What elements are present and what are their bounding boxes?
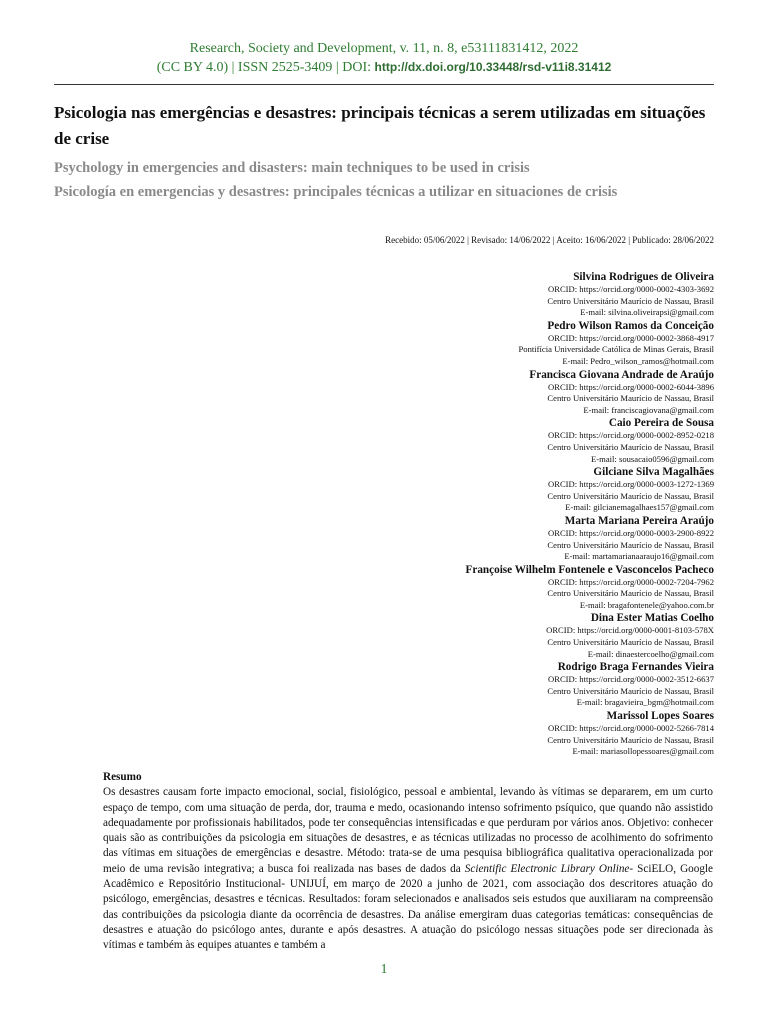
author-name: Dina Ester Matias Coelho [590, 612, 714, 625]
author-email[interactable]: E-mail: Pedro_wilson_ramos@hotmail.com [562, 355, 714, 366]
author-name: Françoise Wilhelm Fontenele e Vasconcelos Pacheco [465, 563, 714, 576]
submission-dates: Recebido: 05/06/2022 | Revisado: 14/06/2022 | Aceito: 16/06/2022 | Publicado: 28/06/2022 [385, 235, 714, 245]
abstract-italic-term: Scientific Electronic Library Online- [464, 862, 634, 875]
author-block [194, 319, 714, 368]
author-email[interactable]: E-mail: mariasollopessoares@gmail.com [572, 746, 714, 757]
author-name: Marissol Lopes Soares [606, 710, 714, 723]
author-name: Gilciane Silva Magalhães [593, 466, 714, 479]
journal-citation: Research, Society and Development, v. 11, n. 8, e53111831412, 2022 [189, 41, 579, 56]
journal-header [0, 40, 768, 77]
title-portuguese: Psicologia nas emergências e desastres: principais técnicas a serem utilizadas em situações de crise [54, 103, 706, 148]
abstract-body [103, 785, 713, 953]
author-name: Marta Mariana Pereira Araújo [564, 514, 714, 527]
author-block [194, 416, 714, 465]
abstract-text-part1: Os desastres causam forte impacto emocional, social, fisiológico, pessoal e ambiental, levando às vítimas se depararem, em um curto espaço de tempo, com uma situação de perda, dor, trauma e medo, ocasionando intenso sofrimento psíquico, que quando não assistido adequadamente por profissionais habilitados, pode ter consequências intensificadas e que perduram por vários anos. Objetivo: conhecer quais são as contribuições da psicologia em situações de desastres, e as técnicas utilizadas no processo de acolhimento do sofrimento das vítimas em situações de emergências e desastre. Método: trata-se de uma pesquisa bibliográfica qualitativa operacionalizada por meio de uma revisão integrativa; a busca foi realizada nas bases de dados da [103, 786, 713, 875]
abstract-text-part2: SciELO, Google Acadêmico e Repositório Institucional- UNIJUÍ, em março de 2020 a junho de 2021, com associação dos descritores atuação do psicólogo, emergências, desastres e técnicas. Resultados: foram selecionados e analisados seis estudos que auxiliaram na compreensão das contribuições da psicologia diante da ocorrência de desastres. Da análise emergiram duas categorias temáticas: consequências de desastres e atuação do psicólogo antes, durante e após desastres. A atuação do psicólogo nessas situações pode ser direcionada às vítimas e também às equipes atuantes e também a [103, 862, 714, 952]
author-affiliation: Centro Universitário Maurício de Nassau, Brasil [547, 539, 714, 550]
author-affiliation: Centro Universitário Maurício de Nassau, Brasil [547, 685, 714, 696]
journal-license-issn [0, 58, 768, 77]
author-orcid[interactable]: ORCID: https://orcid.org/0000-0001-8103-578X [546, 625, 714, 636]
author-orcid[interactable]: ORCID: https://orcid.org/0000-0002-4303-3692 [548, 284, 714, 294]
license-issn-text: (CC BY 4.0) | ISSN 2525-3409 | DOI: [156, 60, 375, 75]
author-email[interactable]: E-mail: martamarianaaraujo16@gmail.com [564, 551, 714, 562]
author-block [194, 270, 714, 319]
author-affiliation: Pontifícia Universidade Católica de Minas Gerais, Brasil [518, 344, 714, 355]
author-block [194, 563, 714, 612]
author-email[interactable]: E-mail: gilcianemagalhaes157@gmail.com [565, 502, 714, 513]
author-block [194, 368, 714, 417]
author-orcid[interactable]: ORCID: https://orcid.org/0000-0002-6044-3896 [548, 381, 714, 392]
author-list [194, 270, 714, 758]
header-divider [54, 84, 714, 85]
page-number: 1 [380, 962, 388, 977]
author-orcid[interactable]: ORCID: https://orcid.org/0000-0002-3868-4917 [548, 332, 714, 343]
author-orcid[interactable]: ORCID: https://orcid.org/0000-0002-5266-7814 [548, 723, 714, 734]
author-email[interactable]: E-mail: franciscagiovana@gmail.com [583, 404, 714, 415]
author-email[interactable]: E-mail: dinaestercoelho@gmail.com [587, 648, 714, 659]
author-name: Pedro Wilson Ramos da Conceição [547, 319, 714, 332]
author-affiliation: Centro Universitário Maurício de Nassau, Brasil [547, 490, 714, 501]
author-block [194, 465, 714, 514]
author-orcid[interactable]: ORCID: https://orcid.org/0000-0003-2900-8922 [548, 527, 714, 538]
author-orcid[interactable]: ORCID: https://orcid.org/0000-0002-7204-7962 [548, 576, 714, 587]
author-email[interactable]: E-mail: bragavieira_bgm@hotmail.com [576, 697, 714, 708]
author-block [194, 514, 714, 563]
title-spanish: Psicología en emergencias y desastres: principales técnicas a utilizar en situaciones de crisis [54, 184, 618, 200]
author-block [194, 709, 714, 758]
author-orcid[interactable]: ORCID: https://orcid.org/0000-0003-1272-1369 [548, 479, 714, 490]
author-block [194, 660, 714, 709]
title-english: Psychology in emergencies and disasters: main techniques to be used in crisis [54, 160, 530, 176]
author-name: Caio Pereira de Sousa [608, 417, 714, 430]
author-orcid[interactable]: ORCID: https://orcid.org/0000-0002-3512-6637 [548, 674, 714, 685]
author-affiliation: Centro Universitário Maurício de Nassau, Brasil [547, 295, 714, 306]
author-name: Francisca Giovana Andrade de Araújo [529, 368, 714, 381]
author-affiliation: Centro Universitário Maurício de Nassau, Brasil [547, 441, 714, 452]
author-block [194, 611, 714, 660]
author-affiliation: Centro Universitário Maurício de Nassau, Brasil [547, 637, 714, 648]
author-affiliation: Centro Universitário Maurício de Nassau, Brasil [547, 588, 714, 599]
doi-link[interactable]: http://dx.doi.org/10.33448/rsd-v11i8.31412 [374, 60, 612, 74]
abstract-heading: Resumo [103, 771, 142, 783]
author-orcid[interactable]: ORCID: https://orcid.org/0000-0002-8952-0218 [548, 430, 714, 441]
author-email[interactable]: E-mail: bragafontenele@yahoo.com.br [579, 599, 714, 610]
abstract [103, 770, 713, 954]
author-name: Silvina Rodrigues de Oliveira [573, 271, 714, 283]
author-email[interactable]: E-mail: silvina.oliveirapsi@gmail.com [580, 307, 714, 318]
author-affiliation: Centro Universitário Maurício de Nassau, Brasil [547, 734, 714, 745]
author-name: Rodrigo Braga Fernandes Vieira [557, 661, 714, 674]
author-email[interactable]: E-mail: sousacaio0596@gmail.com [591, 453, 714, 464]
author-affiliation: Centro Universitário Maurício de Nassau, Brasil [547, 393, 714, 404]
